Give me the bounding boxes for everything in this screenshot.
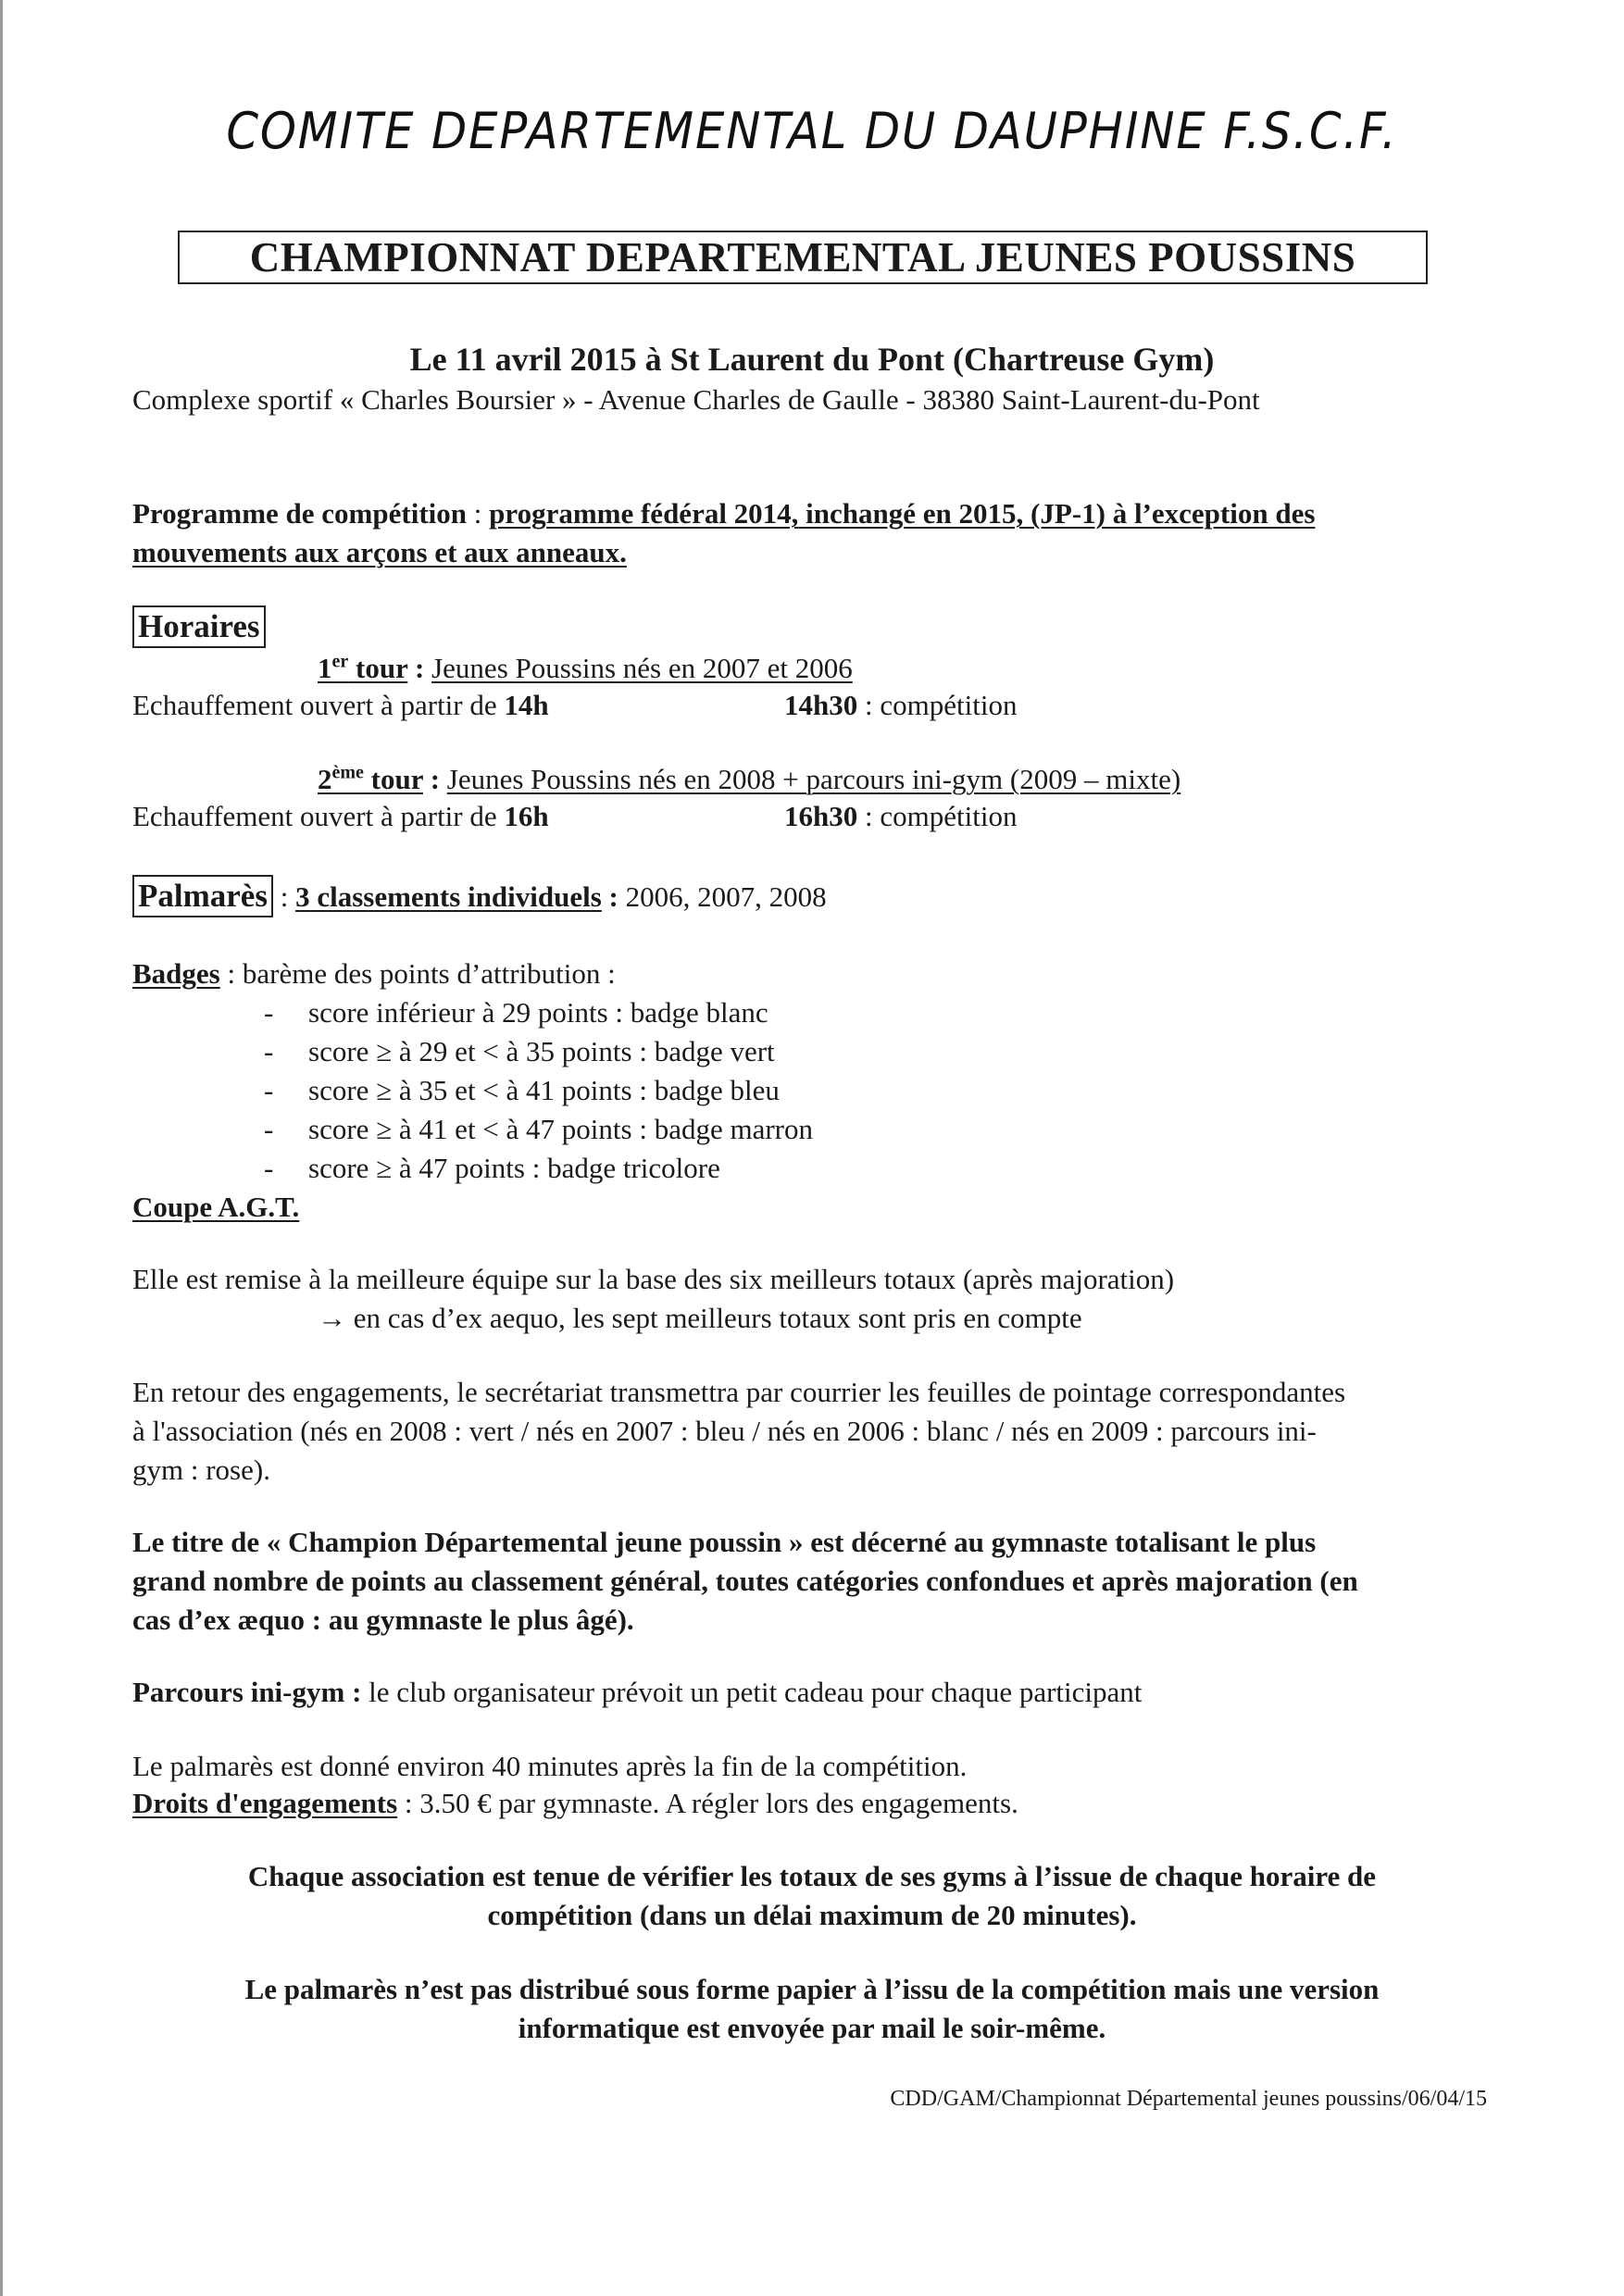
programme-line-2 xyxy=(132,534,627,571)
engagements-line-2: à l'association (nés en 2008 : vert / nés en 2007 : bleu / nés en 2006 : blanc / nés en 2009 : parcours ini- xyxy=(132,1415,1317,1447)
notice-verification-line-2: compétition (dans un délai maximum de 20 minutes). xyxy=(487,1899,1137,1931)
droits-label: Droits d'engagements xyxy=(132,1787,398,1819)
tour2-title: 2ème tour : Jeunes Poussins nés en 2008 + parcours ini-gym (2009 – mixte) xyxy=(318,762,1181,795)
badge-dash: - xyxy=(264,1113,274,1145)
coupe-heading: Coupe A.G.T. xyxy=(132,1191,300,1223)
committee-title: COMITE DEPARTEMENTAL DU DAUPHINE F.S.C.F. xyxy=(226,102,1398,160)
tour1-warmup: Echauffement ouvert à partir de 14h xyxy=(132,689,549,721)
tour2-comp-time: 16h30 xyxy=(784,800,858,832)
palmares-time: Le palmarès est donné environ 40 minutes après la fin de la compétition. xyxy=(132,1750,968,1782)
coupe-line-1: Elle est remise à la meilleure équipe sur la base des six meilleurs totaux (après majoration) xyxy=(132,1263,1175,1295)
tour2-label: 2ème tour xyxy=(318,762,423,795)
document-reference: CDD/GAM/Championnat Départemental jeunes poussins/06/04/15 xyxy=(890,2087,1487,2111)
tour1-competition: 14h30 : compétition xyxy=(784,689,1018,721)
programme-text-1: programme fédéral 2014, inchangé en 2015, (JP-1) à l’exception des xyxy=(489,497,1316,530)
horaires-label: Horaires xyxy=(132,605,266,648)
tour2-warmup-time: 16h xyxy=(504,800,549,832)
tour2-warmup: Echauffement ouvert à partir de 16h xyxy=(132,800,549,832)
parcours-label: Parcours ini-gym : xyxy=(132,1676,362,1708)
programme-text-2: mouvements aux arçons et aux anneaux. xyxy=(132,536,627,568)
tour1-warmup-time: 14h xyxy=(504,689,549,721)
event-address: Complexe sportif « Charles Boursier » - Avenue Charles de Gaulle - 38380 Saint-Laurent-du-Pont xyxy=(132,383,1260,416)
palmares-label: 3 classements individuels xyxy=(295,880,602,913)
badge-dash: - xyxy=(264,996,274,1029)
badge-item: score ≥ à 47 points : badge tricolore xyxy=(308,1152,720,1184)
badge-item: score ≥ à 35 et < à 41 points : badge bleu xyxy=(308,1074,780,1106)
badge-item: score ≥ à 29 et < à 35 points : badge vert xyxy=(308,1035,775,1067)
coupe-line-2: → en cas d’ex aequo, les sept meilleurs totaux sont pris en compte xyxy=(318,1302,1082,1334)
notice-palmares-line-1: Le palmarès n’est pas distribué sous forme papier à l’issu de la compétition mais une version xyxy=(244,1973,1380,2005)
titre-line-2: grand nombre de points au classement général, toutes catégories confondues et après majoration (en xyxy=(132,1565,1358,1597)
droits-line: Droits d'engagements : 3.50 € par gymnaste. A régler lors des engagements. xyxy=(132,1787,1018,1819)
tour2-desc: Jeunes Poussins nés en 2008 + parcours ini-gym (2009 – mixte) xyxy=(446,763,1181,795)
horaires-heading xyxy=(132,605,266,648)
palmares-line: Palmarès : 3 classements individuels : 2006, 2007, 2008 xyxy=(132,875,827,917)
badge-dash: - xyxy=(264,1035,274,1067)
championship-title: CHAMPIONNAT DEPARTEMENTAL JEUNES POUSSINS xyxy=(249,234,1356,281)
badge-item: score ≥ à 41 et < à 47 points : badge marron xyxy=(308,1113,813,1145)
badge-dash: - xyxy=(264,1152,274,1184)
tour1-desc: Jeunes Poussins nés en 2007 et 2006 xyxy=(431,652,853,684)
programme-label: Programme de compétition xyxy=(132,497,467,530)
badge-item: score inférieur à 29 points : badge blanc xyxy=(308,996,768,1029)
programme-sep: : xyxy=(467,497,490,530)
notice-palmares xyxy=(130,1970,1494,2048)
badges-intro-line: Badges : barème des points d’attribution : xyxy=(132,957,616,990)
tour1-title: 1er tour : Jeunes Poussins nés en 2007 et 2006 xyxy=(318,651,853,684)
titre-line-3: cas d’ex æquo : au gymnaste le plus âgé). xyxy=(132,1603,634,1636)
notice-palmares-line-2: informatique est envoyée par mail le soir-même. xyxy=(518,2012,1106,2044)
badge-dash: - xyxy=(264,1074,274,1106)
palmares-years: 2006, 2007, 2008 xyxy=(625,880,827,913)
event-date-location: Le 11 avril 2015 à St Laurent du Pont (Chartreuse Gym) xyxy=(409,341,1215,378)
parcours-line: Parcours ini-gym : le club organisateur prévoit un petit cadeau pour chaque participant xyxy=(132,1676,1143,1708)
programme-line-1 xyxy=(132,495,1315,532)
palmares-heading: Palmarès xyxy=(132,875,273,917)
tour2-competition: 16h30 : compétition xyxy=(784,800,1018,832)
engagements-line-3: gym : rose). xyxy=(132,1454,270,1486)
tour1-label: 1er tour xyxy=(318,651,408,684)
titre-line-1: Le titre de « Champion Départemental jeune poussin » est décerné au gymnaste totalisant le plus xyxy=(132,1526,1317,1558)
notice-verification xyxy=(130,1857,1494,1935)
engagements-line-1: En retour des engagements, le secrétariat transmettra par courrier les feuilles de pointage correspondantes xyxy=(132,1376,1346,1408)
notice-verification-line-1: Chaque association est tenue de vérifier les totaux de ses gyms à l’issue de chaque horaire de xyxy=(247,1860,1377,1892)
badges-label: Badges xyxy=(132,957,220,990)
tour1-comp-time: 14h30 xyxy=(784,689,858,721)
